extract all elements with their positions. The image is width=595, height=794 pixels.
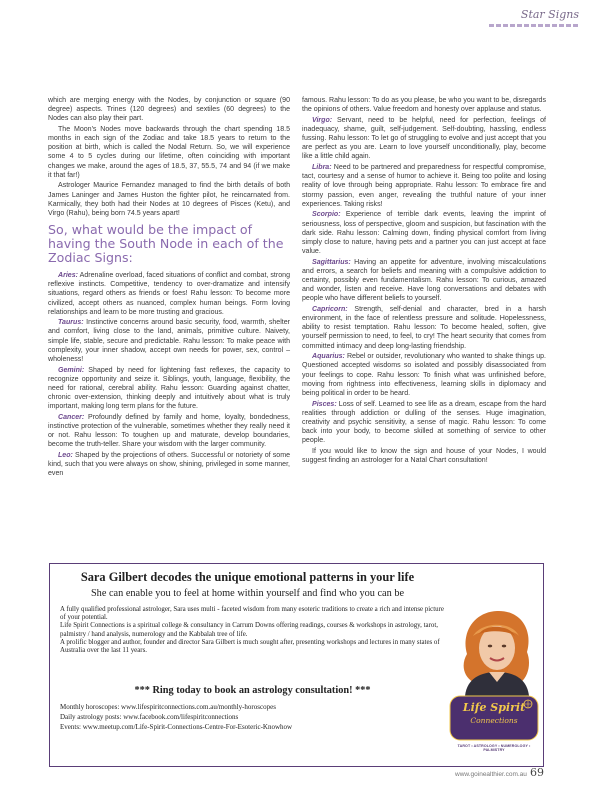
logo-title: Life Spirit xyxy=(462,701,526,714)
sign-text: Having an appetite for adventure, involving miscalculations and errors, a search for beliefs and meaning with a compulsive addiction to certainty, possibly even fundamentalism. Rahu lesson: To curious, amazed and wonder, listen and receive. Have long conversations and debates with people who have different beliefs to yourself. xyxy=(302,258,546,303)
sign-text: Adrenaline overload, faced situations of conflict and combat, strong reflexive instincts. Competitive, tendency to over-dramatize and intensify situations, regard others as friends or foes! Rahu lesson: To become more civilized, accept others as nuanced, complex human beings. Form loving relationships and learn to be more trusting and gracious. xyxy=(48,272,290,316)
sign-label: Sagittarius: xyxy=(312,258,351,266)
sign-text: Shaped by the projections of others. Successful or notoriety of some kind, such that you were always on show, shining, privileged in some manner, even xyxy=(48,452,290,478)
sign-entry-leo xyxy=(48,451,290,478)
sign-label: Capricorn: xyxy=(312,305,348,313)
ad-call-to-action: *** Ring today to book an astrology consultation! *** xyxy=(134,685,371,696)
sign-label: Gemini: xyxy=(58,366,85,374)
sign-label: Aries: xyxy=(58,272,78,280)
sign-text: Experience of terrible dark events, leaving the imprint of seriousness, loss of perspective, gloom and suspicion, but fascination with the dark side. Rahu lesson: Calming down, finding physical comfort from living simply close to nature, having pets and a partner you can just accept at face value. xyxy=(302,211,546,255)
section-heading: So, what would be the impact of having the South Node in each of the Zodiac Signs: xyxy=(48,222,284,266)
sign-label: Cancer: xyxy=(58,413,85,421)
horoscope-link[interactable]: Monthly horoscopes: www.lifespiritconnections.com.au/monthly-horoscopes xyxy=(60,703,276,711)
paragraph: The Moon's Nodes move backwards through the chart spending 18.5 months in each sign of the Zodiac and take 18.5 years to return to the position at birth, which is called the Nodal Return. So, we will experience some 4 to 5 cycles during our lifetime, often coinciding with important changes we make, around the ages of 18.5, 37, 55.5, 74 and 94 (if we make it that far!) xyxy=(48,125,290,179)
page-number: 69 xyxy=(530,766,544,779)
life-spirit-connections-logo xyxy=(448,694,540,762)
sign-entry-libra xyxy=(302,163,546,209)
ad-paragraph: A fully qualified professional astrologer, Sara uses multi - faceted wisdom from many esoteric traditions to create a rich and intense picture of your potential. xyxy=(60,606,444,622)
sign-text: Rebel or outsider, revolutionary who wanted to shake things up. Questioned accepted wisdoms so isolated and possibly disassociated from your feelings to cope. Rahu lesson: To finish what was unfinished before, moving from rightness into effectiveness, learning skills in diplomacy and being political in order to be heard. xyxy=(302,353,546,397)
sign-label: Leo: xyxy=(58,452,73,459)
sign-entry-aquarius xyxy=(302,352,546,398)
ad-paragraph: A prolific blogger and author, founder and director Sara Gilbert is much sought after, presenting workshops and lectures in many states of Australia over the last 11 years. xyxy=(60,638,440,655)
section-tag xyxy=(489,8,579,27)
ad-body xyxy=(60,606,448,655)
logo-subtitle: Connections xyxy=(470,716,518,725)
sign-entry-gemini xyxy=(48,366,290,412)
sign-label: Pisces: xyxy=(312,400,337,408)
sign-entry-pisces xyxy=(302,400,546,446)
closing-paragraph: If you would like to know the sign and house of your Nodes, I would suggest finding an astrologer for a Natal Chart consultation! xyxy=(302,447,546,464)
sign-entry-scorpio xyxy=(302,210,546,256)
paragraph: Astrologer Maurice Fernandez managed to find the birth details of both James Laninger and James Huston the fighter pilot, he reincarnated from. Karmically, they both had their Nodes at 10 degrees of Pisces (Ketu), and Virgo (Rahu), being born 74.5 years apart! xyxy=(48,182,290,217)
portrait-photo xyxy=(455,606,537,696)
sign-label: Taurus: xyxy=(58,319,84,327)
ad-title: Sara Gilbert decodes the unique emotional patterns in your life xyxy=(80,570,415,584)
sign-text: Instinctive concerns around basic security, food, warmth, shelter and comfort, living close to the land, animals, primitive culture. Naivety, simple life, stable, secure and predictable. Rahu lesson: To make peace with complexity, your inner shadow, accept own needs for power, sex, control – wholeness! xyxy=(48,319,290,363)
sign-entry-virgo xyxy=(302,116,546,162)
sign-entry-aries xyxy=(48,271,290,317)
sign-text: Shaped by need for lightening fast reflexes, the capacity to recognize opportunity and seize it. Siblings, youth, language, flexibility, the need for rational, cerebral ability. Rahu lesson: Guarding against chatter, chronic over-extension, thinking deeply and intuitively about what is truly important, making long term plans for the future. xyxy=(48,366,290,411)
paragraph: famous. Rahu lesson: To do as you please, be who you want to be, disregards the opinions of others. Value freedom and honesty over applause and status. xyxy=(302,97,546,114)
section-tag-label: Star Signs xyxy=(520,8,579,21)
footer-url[interactable]: www.goinealthier.com.au xyxy=(455,771,527,778)
sign-entry-cancer xyxy=(48,413,290,450)
sign-label: Aquarius: xyxy=(312,353,345,361)
facebook-link[interactable]: Daily astrology posts: www.facebook.com/lifespiritconnections xyxy=(60,713,239,721)
advertisement-box xyxy=(49,563,544,767)
sign-entry-capricorn xyxy=(302,305,546,351)
ad-links xyxy=(60,702,450,732)
sign-text: Loss of self. Learned to see life as a dream, escape from the hard realities through addiction or dulling of the senses. Huge imagination, creativity and psychic sensitivity, a sense of magic. Rahu lesson: To come back into your body, to become skilled at something of service to other people. xyxy=(302,400,546,445)
right-column xyxy=(302,96,546,467)
paragraph: which are merging energy with the Nodes, by conjunction or square (90 degree) aspects. Trines (120 degrees) and sextiles (60 degrees) to the Nodes can also play their part. xyxy=(48,97,290,123)
ad-subtitle: She can enable you to feel at home within yourself and find who you can be xyxy=(90,588,405,599)
ad-paragraph: Life Spirit Connections is a spiritual college & consultancy in Carrum Downs offering readings, courses & workshops in astrology, tarot, palmistry / hand analysis, numerology and the Kabbalah tree of life. xyxy=(60,622,438,638)
sign-text: Servant, need to be helpful, need for perfection, feelings of inadequacy, shame, guilt, self-judgement. Self-doubting, hassling, endless fussing. Rahu lesson: To let go of struggling to evolve and just accept that you are perfect as you are. Learn to love yourself unconditionally, play, become like a little child again. xyxy=(302,116,546,161)
sign-text: Need to be partnered and preparedness for respectful compromise, tact, courtesy and a sense of humor to achieve it. Being too polite and losing reality of love through being appropriate. Rahu lesson: To embrace fire and stormy passion, even anger, revealing the truthful nature of your inner experiences. Taking risks! xyxy=(302,164,546,208)
sign-text: Strength, self-denial and character, bred in a harsh environment, in the face of relentless pressure and solitude. Hopelessness, ability to resist temptation. Rahu lesson: To become healed, soften, give yourself permission to need, to feel, to cry! The heart security that comes from committed intimacy and deep long-lasting friendship. xyxy=(302,305,546,350)
sign-text: Profoundly defined by family and home, loyalty, bondedness, instinctive protection of the vulnerable, sometimes whether they really need it or not. Rahu lesson: To toughen up and maturate, develop boundaries, become the truth-teller. Share your wisdom with the larger community. xyxy=(48,413,290,449)
sign-label: Libra: xyxy=(312,164,332,172)
logo-tagline: TAROT • ASTROLOGY • NUMEROLOGY • PALMISTRY xyxy=(457,744,531,752)
left-column xyxy=(48,96,290,480)
sign-label: Scorpio: xyxy=(312,211,341,219)
sign-label: Virgo: xyxy=(312,116,333,124)
events-link[interactable]: Events: www.meetup.com/Life-Spirit-Connections-Centre-For-Esoteric-Knowhow xyxy=(60,723,293,731)
sign-entry-taurus xyxy=(48,318,290,364)
sign-entry-sagittarius xyxy=(302,258,546,304)
section-tag-rule xyxy=(489,24,579,27)
